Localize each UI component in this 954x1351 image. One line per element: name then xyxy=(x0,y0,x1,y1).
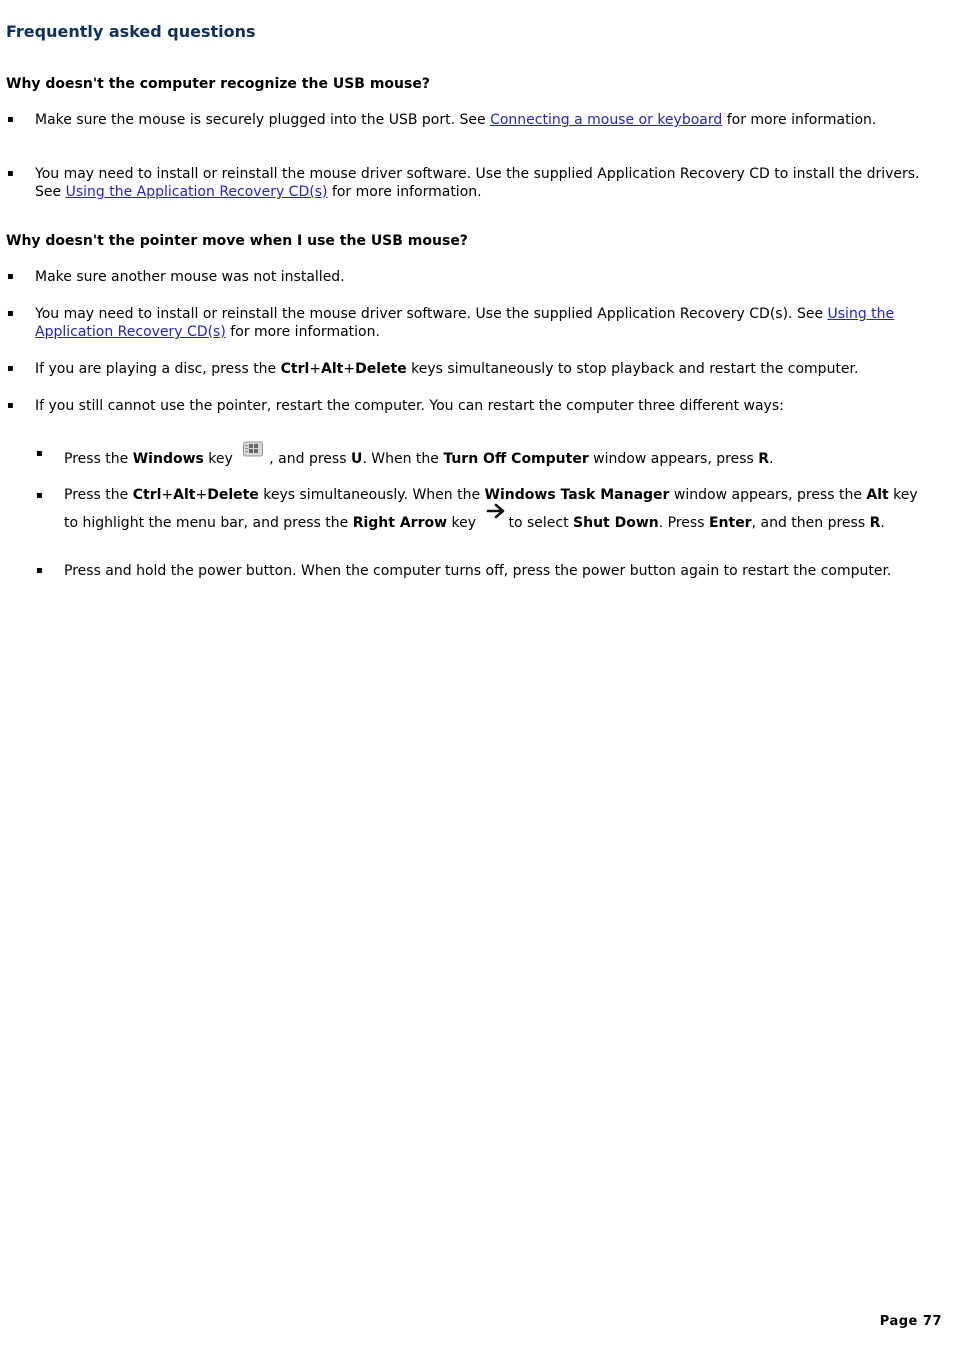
list-item xyxy=(7,165,920,201)
item-text: . When the xyxy=(362,451,444,467)
item-text: + xyxy=(309,361,322,377)
item-text: You may need to install or reinstall the mouse driver software. Use the supplied Application Recovery CD(s). See xyxy=(35,306,828,322)
key-name: Delete xyxy=(207,487,259,503)
item-text: keys simultaneously to stop playback and restart the computer. xyxy=(406,361,859,377)
item-text: Press the xyxy=(64,451,133,467)
bullet-icon: ▪ xyxy=(7,308,14,319)
item-text: , and then press xyxy=(751,515,870,531)
question-heading-usb-recognize: Why doesn't the computer recognize the USB mouse? xyxy=(6,76,430,92)
key-name: Alt xyxy=(173,487,196,503)
key-name: Right Arrow xyxy=(352,515,448,531)
item-text: You may need to install or reinstall the mouse driver software. Use the supplied Application Recovery CD to install the drivers. See xyxy=(35,166,920,200)
item-text: . Press xyxy=(658,515,709,531)
connecting-mouse-keyboard-link[interactable]: Connecting a mouse or keyboard xyxy=(490,112,723,128)
bullet-icon: ▪ xyxy=(7,400,14,411)
list-item xyxy=(7,268,920,286)
list-item xyxy=(7,305,920,341)
key-name: Alt xyxy=(321,361,344,377)
bullet-icon: ▪ xyxy=(7,168,14,179)
application-recovery-cd-link[interactable]: Using the Application Recovery CD(s) xyxy=(65,184,328,200)
sub-list-item xyxy=(36,562,920,580)
item-text: keys simultaneously. When the xyxy=(258,487,485,503)
key-name: R xyxy=(758,451,770,467)
item-text: If you still cannot use the pointer, restart the computer. You can restart the computer three different ways: xyxy=(35,398,784,414)
item-text: key to highlight the menu bar, and press the xyxy=(64,487,918,531)
page-number: Page 77 xyxy=(879,1314,942,1329)
item-text: , and press xyxy=(269,451,351,467)
bullet-icon: ▪ xyxy=(7,271,14,282)
window-name: Windows Task Manager xyxy=(484,487,670,503)
application-recovery-cd-link[interactable]: Using the Application Recovery CD(s) xyxy=(35,306,895,340)
item-text: If you are playing a disc, press the xyxy=(35,361,281,377)
item-text: + xyxy=(343,361,356,377)
key-name: R xyxy=(869,515,881,531)
question-heading-pointer-move: Why doesn't the pointer move when I use the USB mouse? xyxy=(6,233,468,249)
item-text: . xyxy=(769,451,774,467)
list-item xyxy=(7,360,935,378)
item-text: Press and hold the power button. When the computer turns off, press the power button again to restart the computer. xyxy=(64,563,892,579)
item-text: Make sure another mouse was not installed. xyxy=(35,269,345,285)
right-arrow-icon xyxy=(486,503,508,521)
key-name: Ctrl xyxy=(132,487,162,503)
item-text: window appears, press xyxy=(588,451,759,467)
list-item xyxy=(7,397,920,415)
page-title: Frequently asked questions xyxy=(6,22,256,41)
key-name: Alt xyxy=(866,487,889,503)
item-text: Make sure the mouse is securely plugged into the USB port. See xyxy=(35,112,491,128)
sub-list-item xyxy=(36,445,920,468)
bullet-icon: ▪ xyxy=(36,565,43,576)
key-name: Delete xyxy=(355,361,407,377)
item-text: Press the xyxy=(64,487,133,503)
bullet-icon: ▪ xyxy=(36,448,43,459)
item-text: key xyxy=(447,515,481,531)
sub-list-item xyxy=(36,482,920,537)
item-text: to select xyxy=(508,515,574,531)
window-name: Turn Off Computer xyxy=(443,451,589,467)
item-text: . xyxy=(880,515,885,531)
item-text: for more information. xyxy=(722,112,877,128)
menu-command: Shut Down xyxy=(573,515,659,531)
key-name: Windows xyxy=(132,451,204,467)
key-name: Enter xyxy=(708,515,752,531)
bullet-icon: ▪ xyxy=(7,114,14,125)
item-text: key xyxy=(203,451,238,467)
windows-logo-icon xyxy=(243,439,263,457)
item-text: + xyxy=(195,487,208,503)
list-item xyxy=(7,111,920,129)
item-text: + xyxy=(161,487,174,503)
item-text: window appears, press the xyxy=(669,487,867,503)
bullet-icon: ▪ xyxy=(7,363,14,374)
key-name: Ctrl xyxy=(280,361,310,377)
item-text: for more information. xyxy=(327,184,482,200)
item-text: for more information. xyxy=(225,324,380,340)
bullet-icon: ▪ xyxy=(36,490,43,501)
key-name: U xyxy=(350,451,363,467)
